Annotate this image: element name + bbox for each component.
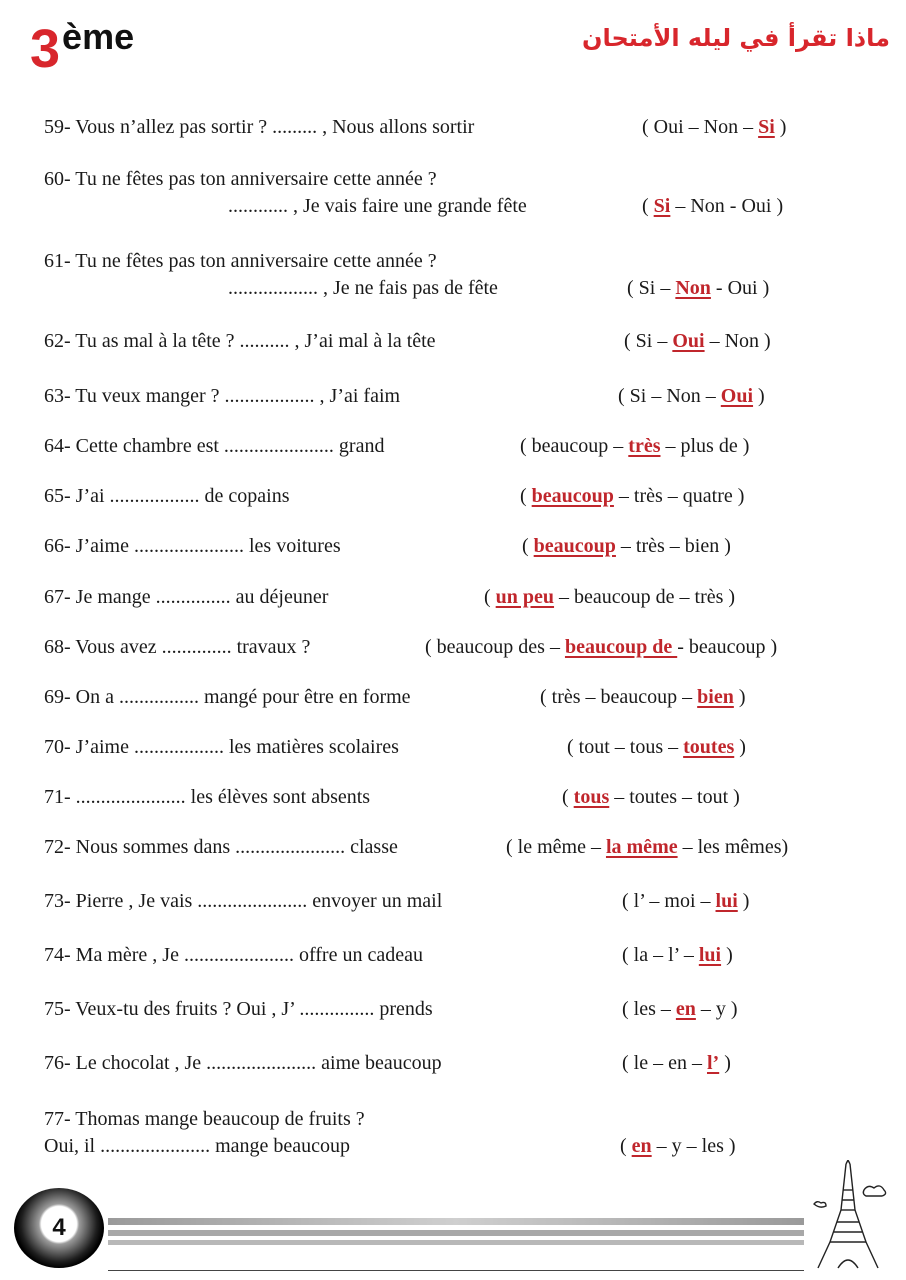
- text-segment: ): [721, 944, 733, 966]
- question-text: [44, 834, 398, 861]
- text-segment: 72- Nous sommes dans ...................... classe: [44, 836, 398, 858]
- text-segment: (: [522, 535, 534, 557]
- text-segment: 63- Tu veux manger ? .................. , J’ai faim: [44, 385, 401, 407]
- correct-answer: Si: [653, 195, 671, 217]
- text-segment: ( Si – Non –: [618, 385, 721, 407]
- question-text: [44, 684, 411, 711]
- correct-answer: beaucoup: [531, 485, 614, 507]
- choices: [622, 1050, 731, 1077]
- choices: [228, 193, 527, 220]
- text-segment: ( l’ – moi –: [622, 890, 716, 912]
- text-segment: – les mêmes): [677, 836, 789, 858]
- text-segment: 67- Je mange ............... au déjeuner: [44, 586, 329, 608]
- text-segment: ( beaucoup des –: [425, 636, 565, 658]
- question-text: [44, 248, 437, 275]
- correct-answer: en: [631, 1135, 652, 1157]
- text-segment: ): [733, 686, 746, 708]
- text-segment: ( très – beaucoup –: [540, 686, 698, 708]
- text-segment: (: [642, 195, 654, 217]
- text-segment: 68- Vous avez .............. travaux ?: [44, 636, 311, 658]
- arabic-title: ماذا تقرأ في ليله الأمتحان: [582, 24, 890, 52]
- text-segment: – très – bien ): [615, 535, 731, 557]
- choices: [642, 193, 783, 220]
- choices: [540, 684, 746, 711]
- text-segment: – y ): [695, 998, 738, 1020]
- text-segment: .................. , Je ne fais pas de fête: [228, 277, 498, 299]
- correct-answer: tous: [573, 786, 610, 808]
- footer-rule: [108, 1270, 804, 1271]
- correct-answer: toutes: [683, 736, 735, 758]
- question-text: [44, 996, 433, 1023]
- choices: [506, 834, 788, 861]
- text-segment: ( le – en –: [622, 1052, 707, 1074]
- choices: [562, 784, 740, 811]
- question-text: [44, 734, 399, 761]
- correct-answer: Non: [675, 277, 711, 299]
- text-segment: – Non ): [704, 330, 771, 352]
- text-segment: ( les –: [622, 998, 676, 1020]
- text-segment: ): [753, 385, 765, 407]
- text-segment: - beaucoup ): [677, 636, 778, 658]
- question-text: [44, 1050, 442, 1077]
- text-segment: ): [719, 1052, 731, 1074]
- text-segment: – très – quatre ): [613, 485, 745, 507]
- text-segment: 69- On a ................ mangé pour être en forme: [44, 686, 411, 708]
- choices: [622, 942, 733, 969]
- text-segment: 60- Tu ne fêtes pas ton anniversaire cette année ?: [44, 168, 437, 190]
- text-segment: ( tout – tous –: [567, 736, 684, 758]
- text-segment: 61- Tu ne fêtes pas ton anniversaire cette année ?: [44, 250, 437, 272]
- correct-answer: la même: [605, 836, 678, 858]
- text-segment: 62- Tu as mal à la tête ? .......... , J’ai mal à la tête: [44, 330, 436, 352]
- text-segment: – Non - Oui ): [670, 195, 784, 217]
- text-segment: ( beaucoup –: [520, 435, 629, 457]
- text-segment: (: [620, 1135, 632, 1157]
- text-segment: 71- ...................... les élèves sont absents: [44, 786, 371, 808]
- text-segment: ): [737, 890, 750, 912]
- question-text: [44, 942, 423, 969]
- grade-number: 3: [30, 19, 61, 79]
- text-segment: 77- Thomas mange beaucoup de fruits ?: [44, 1108, 365, 1130]
- text-segment: 75- Veux-tu des fruits ? Oui , J’ ............... prends: [44, 998, 433, 1020]
- choices: [520, 433, 749, 460]
- choices: [620, 1133, 736, 1160]
- text-segment: ( Oui – Non –: [642, 116, 759, 138]
- choices: [567, 734, 746, 761]
- question-text: [44, 114, 474, 141]
- text-segment: ( le même –: [506, 836, 606, 858]
- text-segment: 74- Ma mère , Je ...................... offre un cadeau: [44, 944, 423, 966]
- text-segment: – beaucoup de – très ): [554, 586, 736, 608]
- text-segment: – y – les ): [651, 1135, 736, 1157]
- text-segment: 66- J’aime ...................... les voitures: [44, 535, 341, 557]
- grade-label: [30, 16, 135, 79]
- question-text: [44, 784, 370, 811]
- correct-answer: très: [628, 435, 661, 457]
- text-segment: ............ , Je vais faire une grande fête: [228, 195, 527, 217]
- correct-answer: Si: [758, 116, 775, 138]
- choices: [228, 275, 498, 302]
- footer-bars: [108, 1218, 804, 1245]
- text-segment: ( Si –: [627, 277, 676, 299]
- text-segment: 73- Pierre , Je vais ...................... envoyer un mail: [44, 890, 443, 912]
- page-number: 4: [52, 1214, 66, 1241]
- text-segment: 65- J’ai .................. de copains: [44, 485, 290, 507]
- choices: [425, 634, 777, 661]
- text-segment: 64- Cette chambre est ...................... grand: [44, 435, 385, 457]
- correct-answer: lui: [698, 944, 722, 966]
- choices: [622, 888, 749, 915]
- correct-answer: beaucoup: [533, 535, 616, 557]
- text-segment: (: [520, 485, 532, 507]
- correct-answer: lui: [715, 890, 738, 912]
- correct-answer: beaucoup de: [564, 636, 678, 658]
- question-text: [44, 166, 437, 193]
- correct-answer: en: [675, 998, 696, 1020]
- text-segment: 59- Vous n’allez pas sortir ? ......... , Nous allons sortir: [44, 116, 475, 138]
- text-segment: – toutes – tout ): [609, 786, 740, 808]
- correct-answer: bien: [697, 686, 734, 708]
- question-text: [44, 483, 290, 510]
- question-text: [44, 1106, 365, 1133]
- text-segment: 76- Le chocolat , Je ...................... aime beaucoup: [44, 1052, 442, 1074]
- question-text: [44, 584, 328, 611]
- question-text: [44, 1133, 350, 1160]
- question-text: [44, 328, 436, 355]
- text-segment: ( la – l’ –: [622, 944, 699, 966]
- choices: [642, 114, 786, 141]
- text-segment: 70- J’aime .................. les matières scolaires: [44, 736, 399, 758]
- choices: [624, 328, 771, 355]
- page-number-badge: [14, 1188, 104, 1268]
- correct-answer: Oui: [720, 385, 754, 407]
- question-text: [44, 888, 442, 915]
- text-segment: ): [734, 736, 746, 758]
- correct-answer: l’: [706, 1052, 720, 1074]
- question-text: [44, 433, 384, 460]
- choices: [520, 483, 744, 510]
- text-segment: Oui, il ...................... mange beaucoup: [44, 1135, 351, 1157]
- choices: [627, 275, 769, 302]
- choices: [622, 996, 738, 1023]
- question-text: [44, 383, 400, 410]
- text-segment: - Oui ): [710, 277, 770, 299]
- question-text: [44, 634, 310, 661]
- question-text: [44, 533, 341, 560]
- choices: [522, 533, 731, 560]
- text-segment: ( Si –: [624, 330, 673, 352]
- text-segment: (: [484, 586, 496, 608]
- text-segment: – plus de ): [660, 435, 750, 457]
- choices: [484, 584, 735, 611]
- correct-answer: Oui: [672, 330, 705, 352]
- correct-answer: un peu: [495, 586, 555, 608]
- text-segment: (: [562, 786, 574, 808]
- choices: [618, 383, 765, 410]
- grade-suffix: ème: [62, 16, 135, 57]
- text-segment: ): [774, 116, 787, 138]
- eiffel-tower-icon: [808, 1160, 888, 1272]
